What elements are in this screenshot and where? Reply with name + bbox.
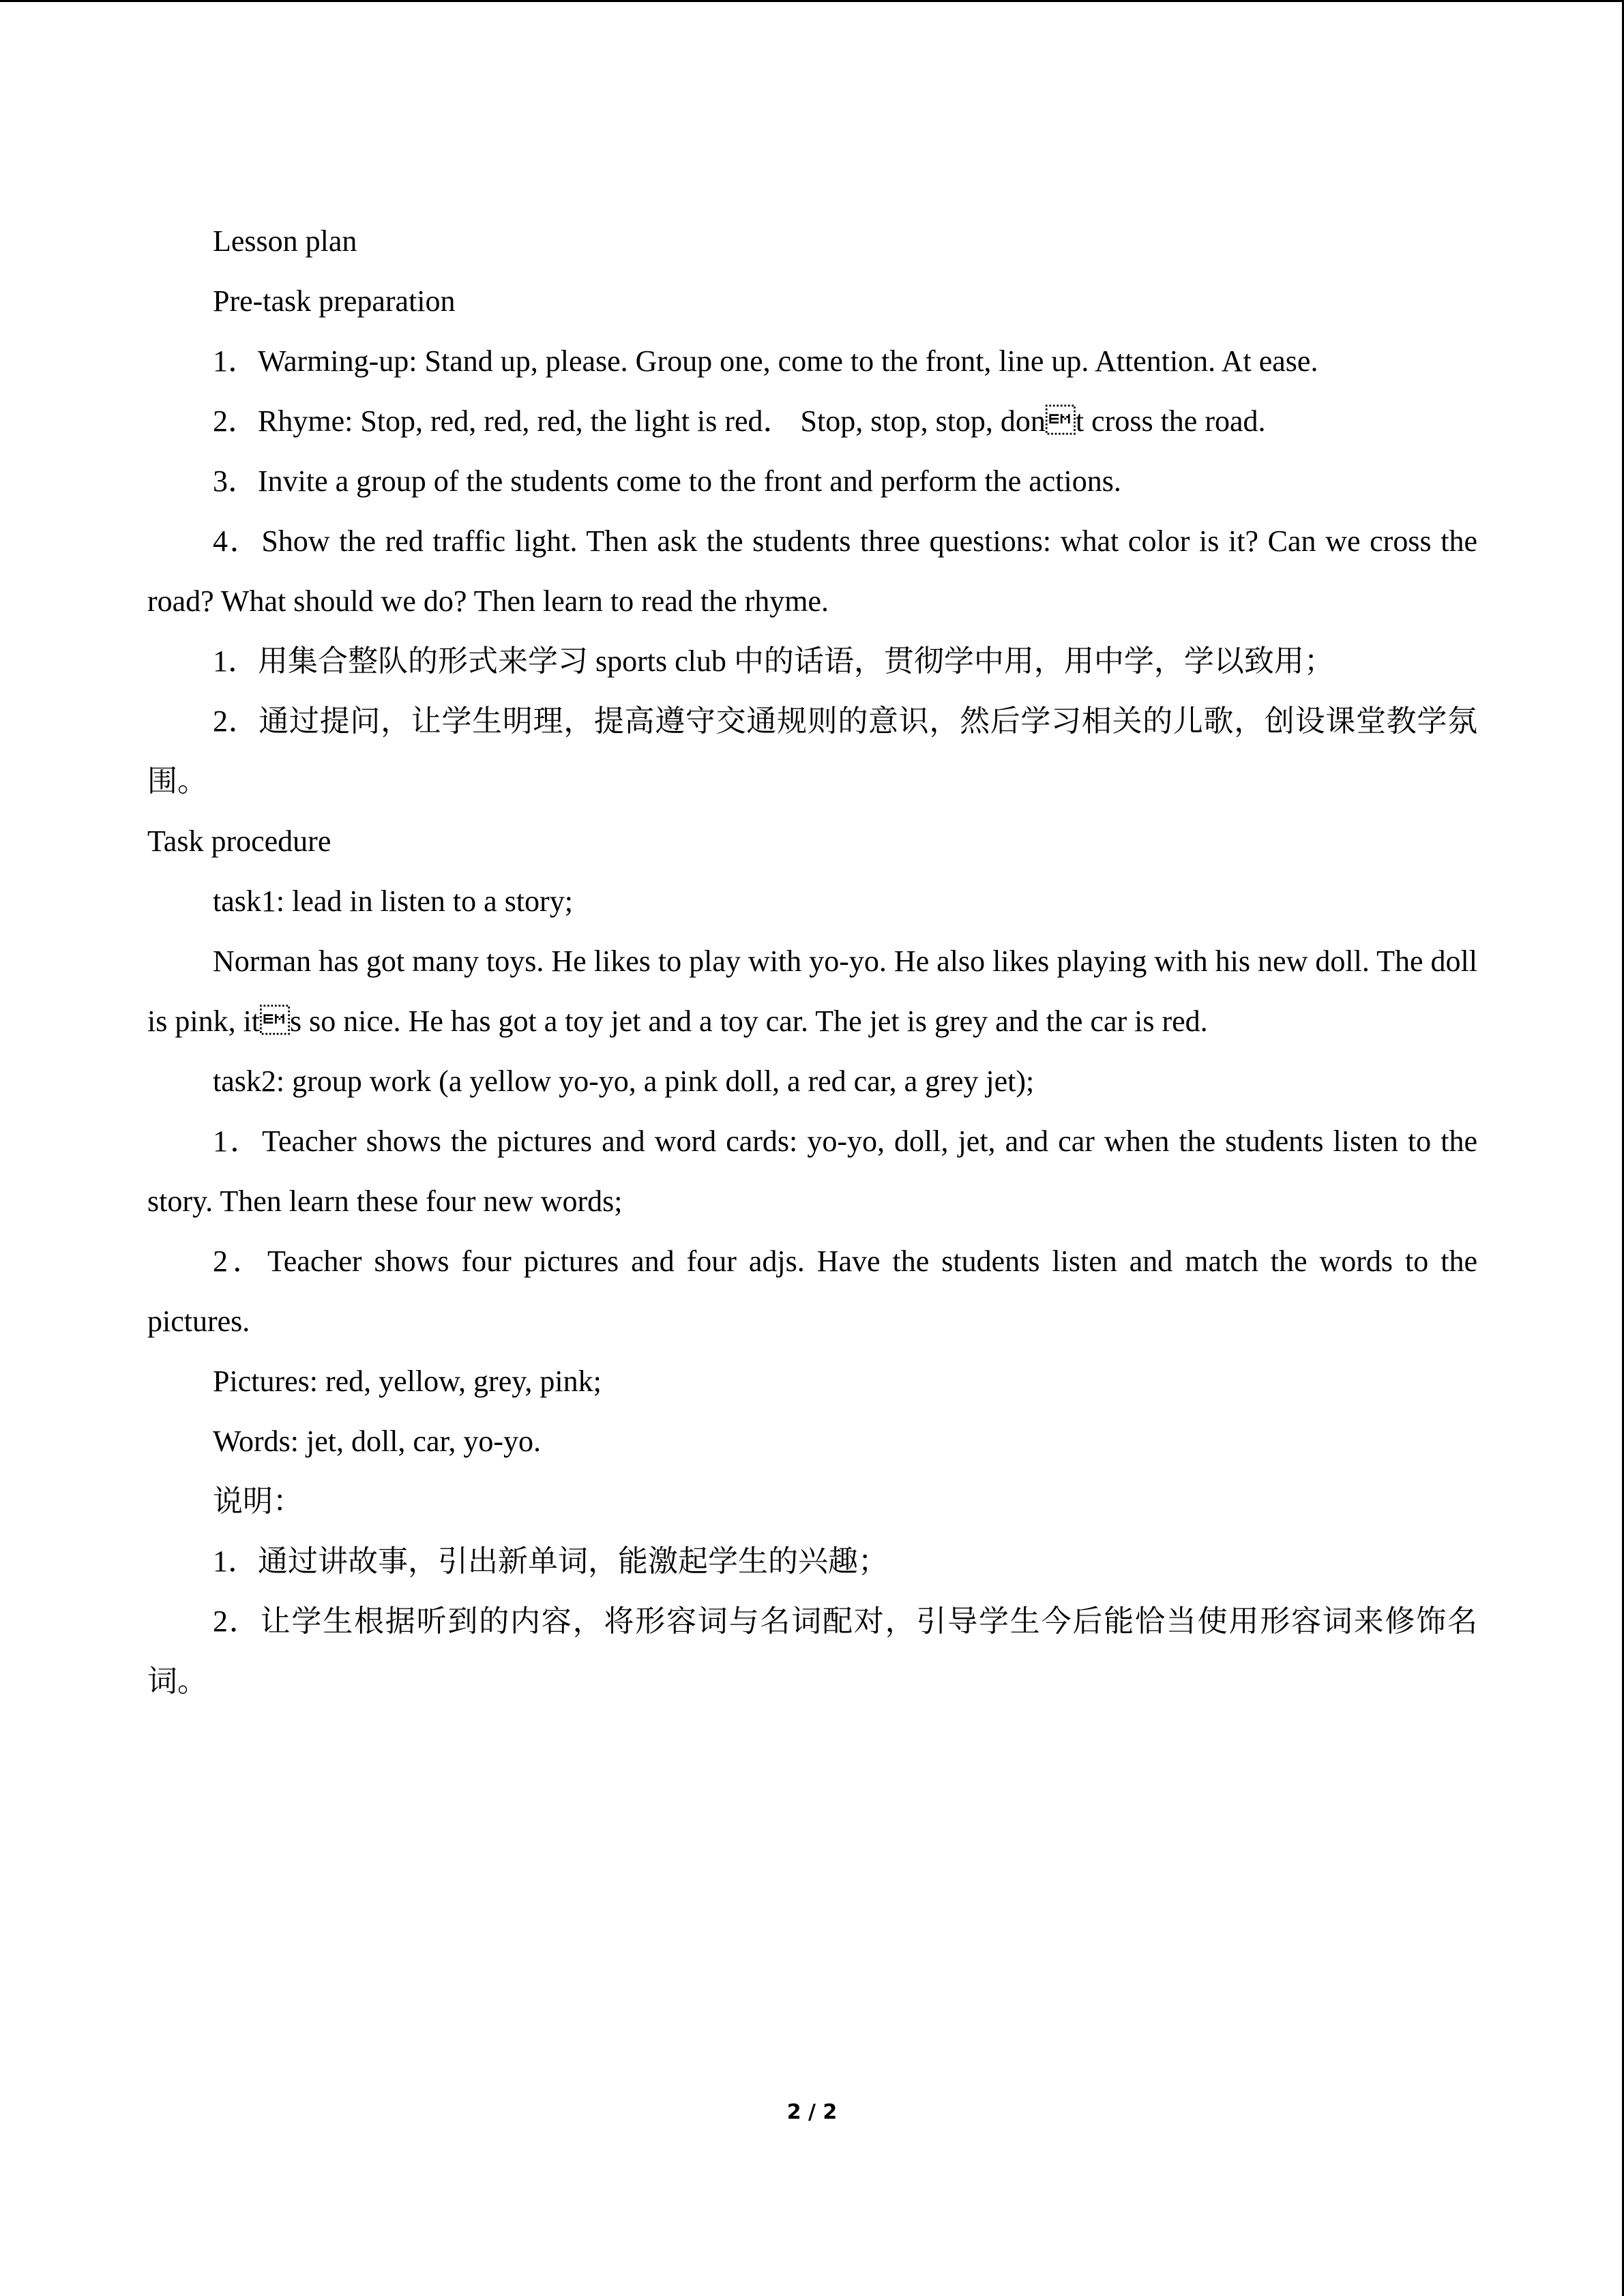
pre-task-step-2: 2．Rhyme: Stop, red, red, red, the light is red． Stop, stop, stop, dont cross the road. [213,404,1266,438]
task2-heading: task2: group work (a yellow yo-yo, a pink doll, a red car, a grey jet); [213,1064,1035,1098]
document-body [147,211,1477,1712]
words-line: Words: jet, doll, car, yo-yo. [213,1425,542,1458]
pre-task-note-2: 2．通过提问，让学生明理，提高遵守交通规则的意识，然后学习相关的儿歌，创设课堂教学氛围。 [147,704,1477,798]
task-note-2: 2．让学生根据听到的内容，将形容词与名词配对，引导学生今后能恰当使用形容词来修饰名词。 [147,1605,1477,1698]
pre-task-note-1: 1．用集合整队的形式来学习 sports club 中的话语，贯彻学中用，用中学，学以致用； [213,644,1334,678]
pre-task-step-1: 1．Warming-up: Stand up, please. Group one, come to the front, line up. Attention. At ease. [213,344,1318,378]
explanation-label: 说明： [213,1485,303,1518]
pictures-line: Pictures: red, yellow, grey, pink; [213,1365,602,1398]
task2-step-2: 2．Teacher shows four pictures and four adjs. Have the students listen and match the words to the pictures. [147,1244,1477,1338]
page-number: 2 / 2 [786,2100,838,2124]
task-note-1: 1．通过讲故事，引出新单词，能激起学生的兴趣； [213,1545,888,1578]
story-paragraph: Norman has got many toys. He likes to play with yo-yo. He also likes playing with his new doll. The doll is pink, its so nice. He has got a toy jet and a toy car. The jet is grey and the car is red. [147,944,1477,1038]
pre-task-step-4: 4．Show the red traffic light. Then ask the students three questions: what color is it? Can we cross the road? What should we do? Then learn to read the rhyme. [147,524,1477,618]
pre-task-heading: Pre-task preparation [213,284,456,318]
pre-task-step-3: 3．Invite a group of the students come to the front and perform the actions. [213,464,1121,498]
task2-step-1: 1．Teacher shows the pictures and word cards: yo-yo, doll, jet, and car when the students listen to the story. Then learn these four new words; [147,1124,1477,1218]
task-procedure-heading: Task procedure [147,824,331,858]
lesson-plan-heading: Lesson plan [213,224,357,258]
task1-heading: task1: lead in listen to a story; [213,884,573,918]
